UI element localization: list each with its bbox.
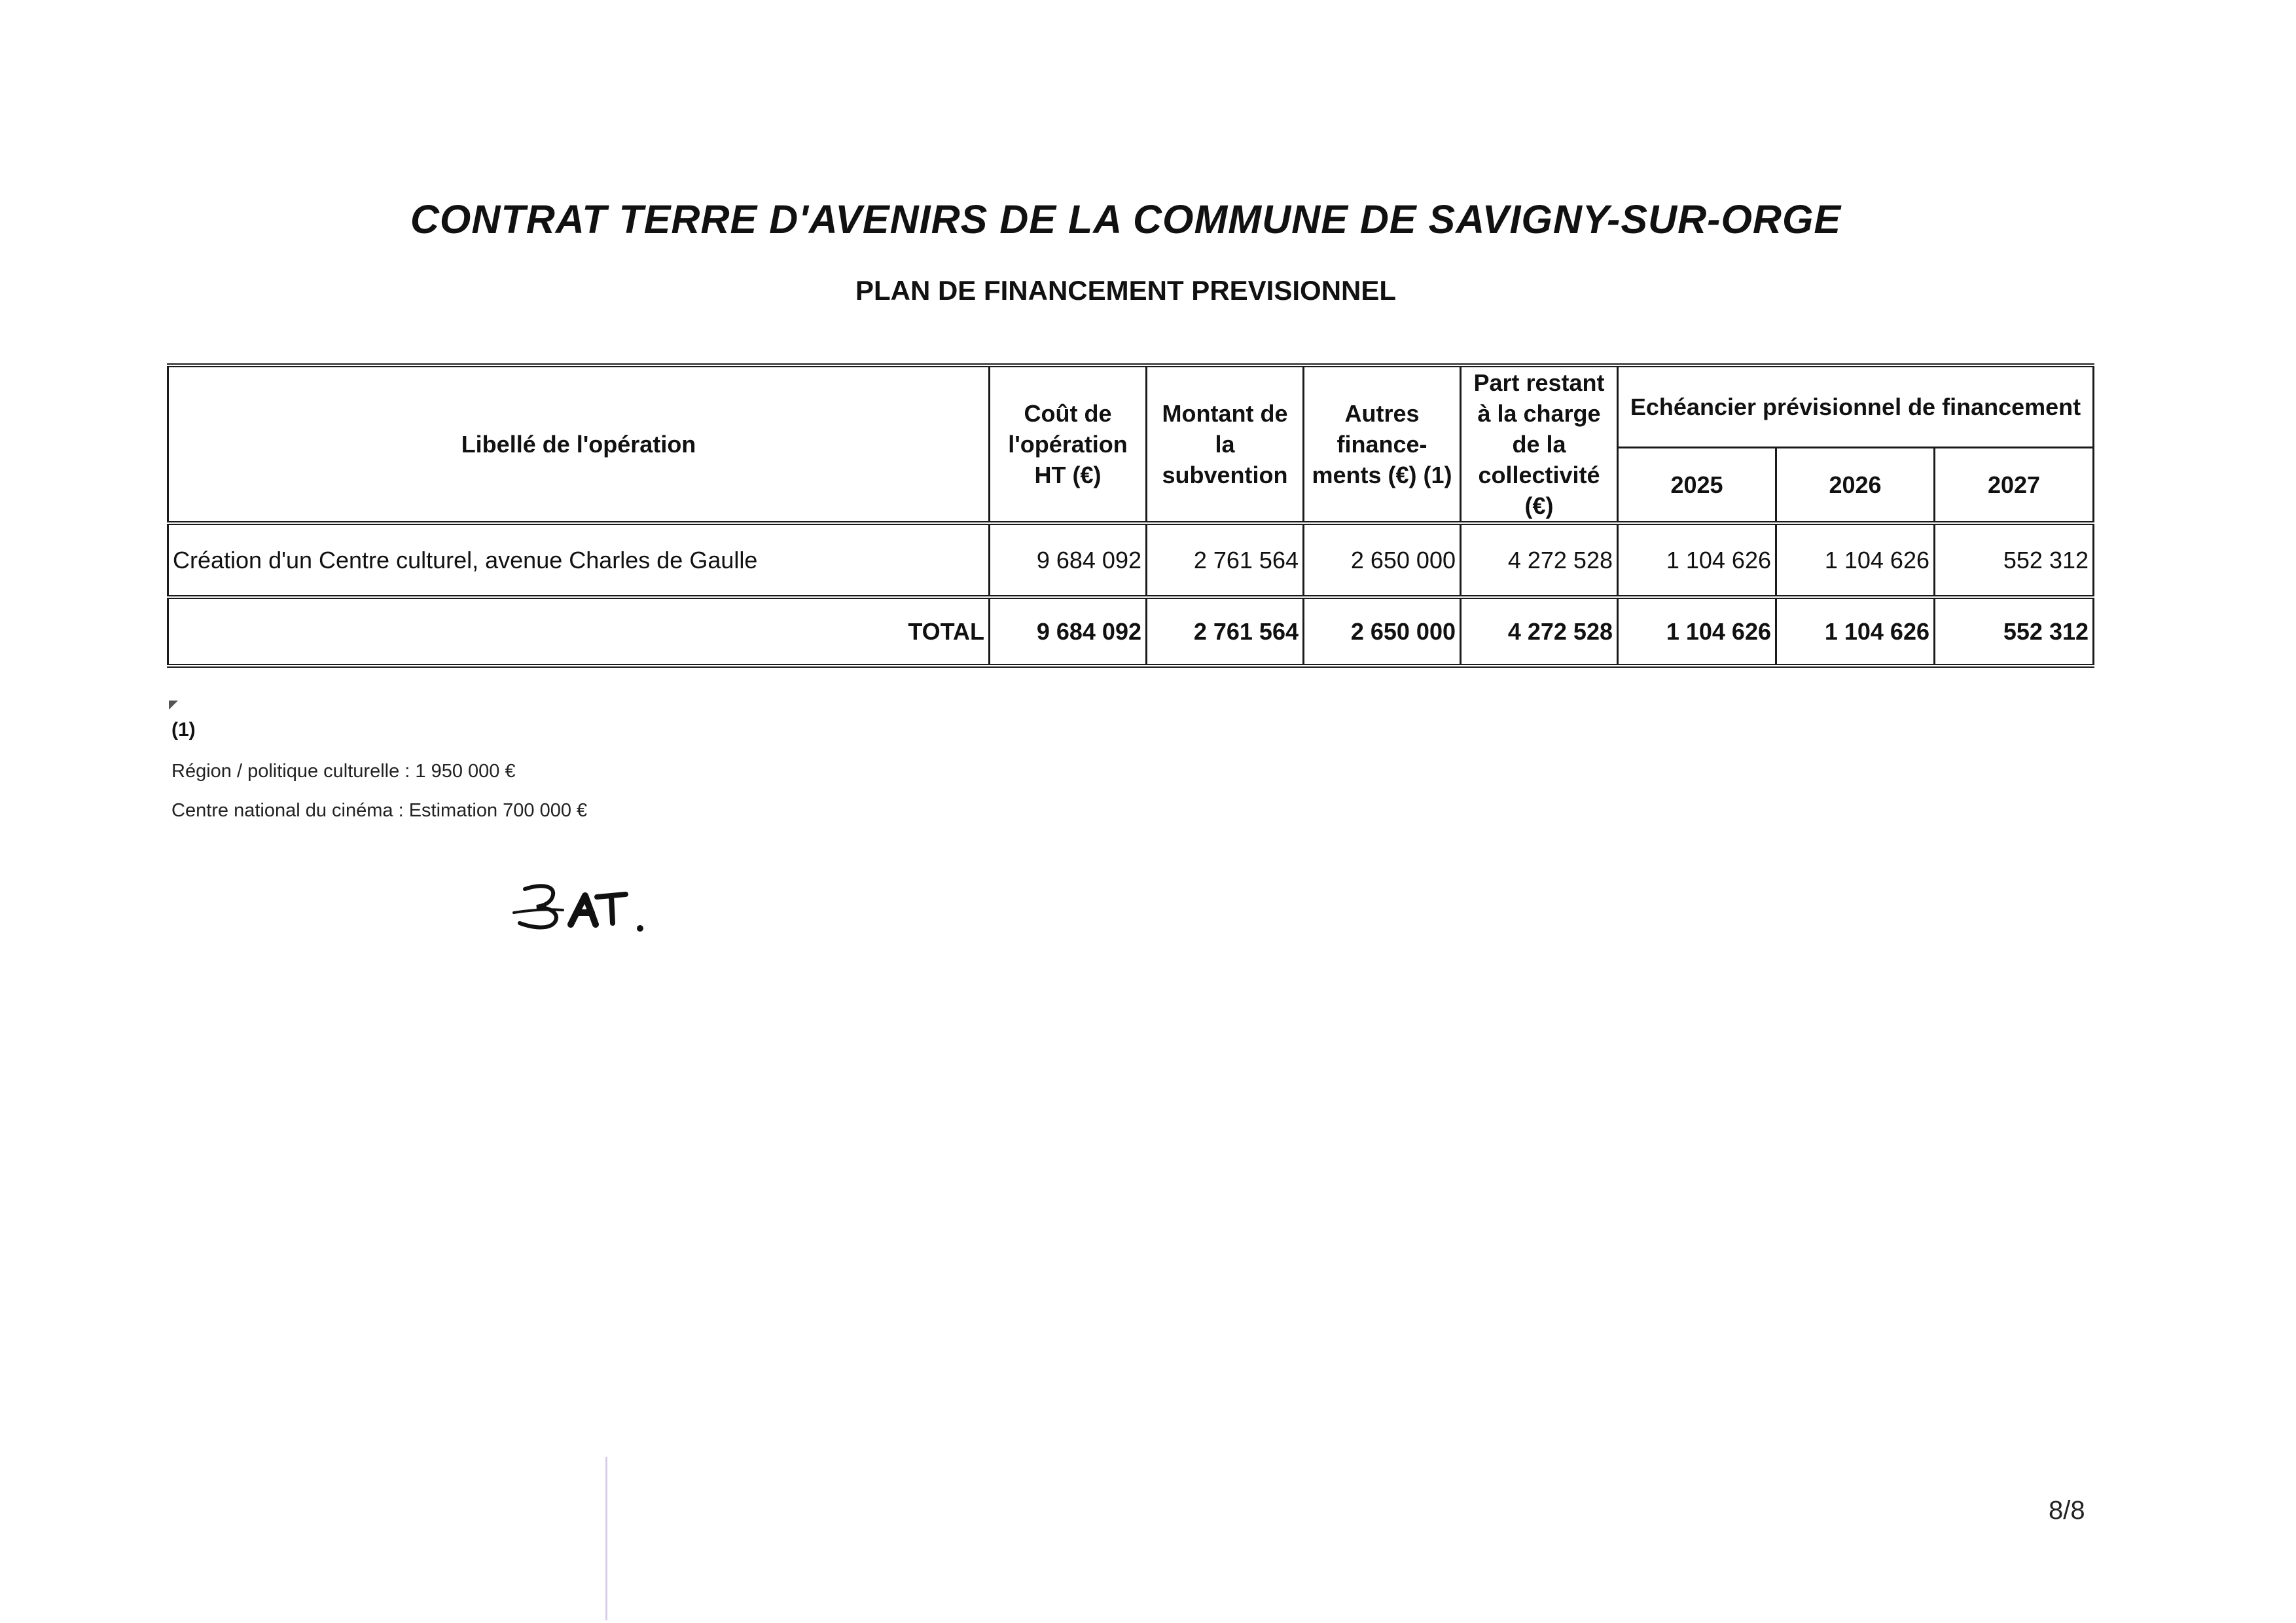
total-label: TOTAL [168,597,990,666]
table-row [168,523,2094,597]
row-2025: 1 104 626 [1618,523,1776,597]
total-2025: 1 104 626 [1618,597,1776,666]
scan-artifact-line [605,1457,607,1620]
header-row [168,365,2094,448]
page-number: 8/8 [2049,1496,2085,1525]
total-part: 4 272 528 [1461,597,1618,666]
total-2026: 1 104 626 [1776,597,1935,666]
footnote-line-region: Région / politique culturelle : 1 950 000 € [171,761,516,782]
footnote-ref: (1) [171,719,196,740]
header-autres: Autres finance-ments (€) (1) [1304,365,1461,523]
row-part: 4 272 528 [1461,523,1618,597]
total-cout: 9 684 092 [990,597,1147,666]
header-echeancier: Echéancier prévisionnel de financement [1618,365,2094,448]
row-2026: 1 104 626 [1776,523,1935,597]
total-row [168,597,2094,666]
row-autres: 2 650 000 [1304,523,1461,597]
financing-table [167,363,2094,668]
header-libelle: Libellé de l'opération [168,365,990,523]
total-montant: 2 761 564 [1147,597,1304,666]
header-year-2026: 2026 [1776,448,1935,523]
total-2027: 552 312 [1935,597,2094,666]
handwritten-annotation [511,877,668,936]
header-year-2027: 2027 [1935,448,2094,523]
row-libelle: Création d'un Centre culturel, avenue Charles de Gaulle [168,523,990,597]
row-cout: 9 684 092 [990,523,1147,597]
header-montant: Montant de la subvention [1147,365,1304,523]
document-subtitle: PLAN DE FINANCEMENT PREVISIONNEL [855,275,1397,306]
header-year-2025: 2025 [1618,448,1776,523]
document-title: CONTRAT TERRE D'AVENIRS DE LA COMMUNE DE SAVIGNY-SUR-ORGE [410,197,1842,242]
row-2027: 552 312 [1935,523,2094,597]
header-cout: Coût de l'opération HT (€) [990,365,1147,523]
header-part: Part restant à la charge de la collectivité (€) [1461,365,1618,523]
footnote-marker-icon [169,701,178,710]
total-autres: 2 650 000 [1304,597,1461,666]
footnote-line-cnc: Centre national du cinéma : Estimation 700 000 € [171,800,588,821]
row-montant: 2 761 564 [1147,523,1304,597]
